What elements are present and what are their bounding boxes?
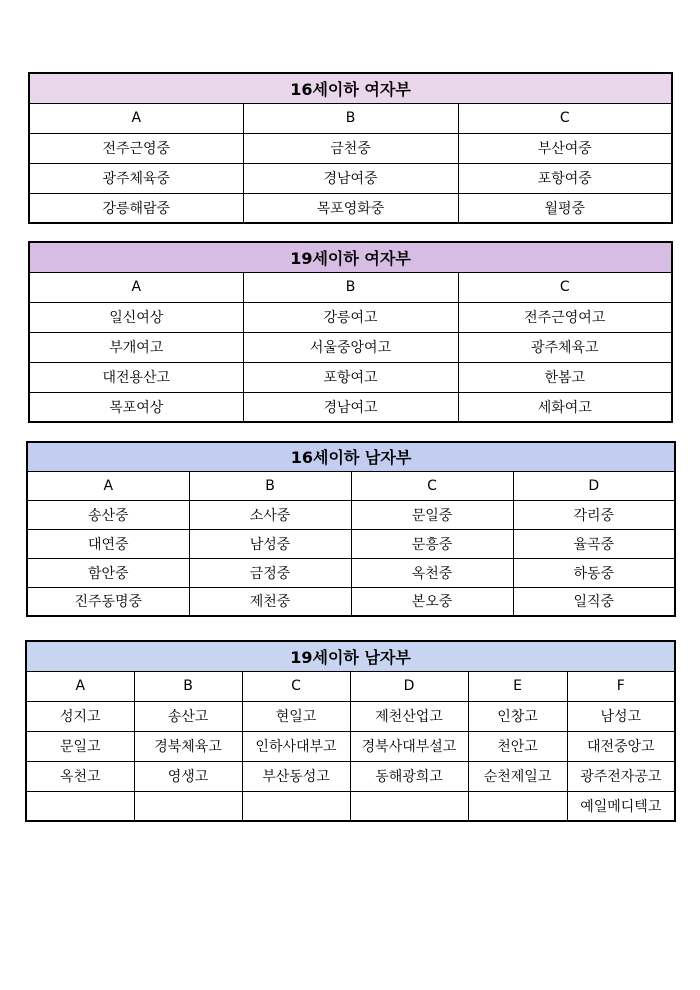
column-header: B (243, 272, 458, 302)
team-cell: 동해광희고 (350, 761, 468, 791)
team-cell: 본오중 (351, 587, 513, 616)
column-header: D (513, 471, 675, 500)
column-header: B (189, 471, 351, 500)
team-cell: 대연중 (27, 529, 189, 558)
table-title-row (29, 73, 672, 103)
column-header: E (468, 671, 567, 701)
team-cell: 포항여중 (458, 163, 672, 193)
column-header: A (29, 272, 243, 302)
column-header: A (26, 671, 134, 701)
team-cell: 소사중 (189, 500, 351, 529)
team-cell: 경북체육고 (134, 731, 242, 761)
table-header-row (29, 272, 672, 302)
table-row (26, 701, 675, 731)
table-title: 19세이하 여자부 (29, 242, 672, 272)
team-cell: 현일고 (242, 701, 350, 731)
team-cell: 대전중앙고 (567, 731, 675, 761)
team-cell: 천안고 (468, 731, 567, 761)
team-cell: 문일중 (351, 500, 513, 529)
team-cell: 목포여상 (29, 392, 243, 422)
column-header: B (134, 671, 242, 701)
team-cell (134, 791, 242, 821)
team-cell: 예일메디텍고 (567, 791, 675, 821)
table-row (29, 193, 672, 223)
team-cell: 송산고 (134, 701, 242, 731)
table-16u-girls (28, 72, 673, 224)
team-cell: 금정중 (189, 558, 351, 587)
table-row (27, 587, 675, 616)
team-cell: 경남여중 (243, 163, 458, 193)
team-cell: 진주동명중 (27, 587, 189, 616)
team-cell: 제천산업고 (350, 701, 468, 731)
team-cell: 영생고 (134, 761, 242, 791)
team-cell: 율곡중 (513, 529, 675, 558)
team-cell (350, 791, 468, 821)
column-header: C (458, 272, 672, 302)
team-cell: 경남여고 (243, 392, 458, 422)
table-19u-girls (28, 241, 673, 423)
table-row (26, 791, 675, 821)
team-cell: 옥천고 (26, 761, 134, 791)
team-cell (242, 791, 350, 821)
team-cell: 순천제일고 (468, 761, 567, 791)
team-cell: 각리중 (513, 500, 675, 529)
team-cell: 광주체육고 (458, 332, 672, 362)
team-cell: 문일고 (26, 731, 134, 761)
table-row (27, 500, 675, 529)
team-cell: 서울중앙여고 (243, 332, 458, 362)
table-title: 16세이하 여자부 (29, 73, 672, 103)
team-cell: 광주전자공고 (567, 761, 675, 791)
table-title-row (26, 641, 675, 671)
table-row (29, 362, 672, 392)
team-cell (468, 791, 567, 821)
table-16u-boys (26, 441, 676, 617)
column-header: C (458, 103, 672, 133)
table-row (29, 163, 672, 193)
team-cell: 함안중 (27, 558, 189, 587)
team-cell: 남성중 (189, 529, 351, 558)
table-row (29, 392, 672, 422)
team-cell: 옥천중 (351, 558, 513, 587)
team-cell: 목포영화중 (243, 193, 458, 223)
column-header: B (243, 103, 458, 133)
team-cell: 문흥중 (351, 529, 513, 558)
table-header-row (26, 671, 675, 701)
team-cell: 부개여고 (29, 332, 243, 362)
team-cell: 광주체육중 (29, 163, 243, 193)
table-header-row (29, 103, 672, 133)
table-header-row (27, 471, 675, 500)
team-cell: 성지고 (26, 701, 134, 731)
team-cell: 일신여상 (29, 302, 243, 332)
team-cell: 세화여고 (458, 392, 672, 422)
team-cell: 전주근영여고 (458, 302, 672, 332)
team-cell: 강릉해람중 (29, 193, 243, 223)
table-title-row (27, 442, 675, 471)
table-row (26, 761, 675, 791)
team-cell (26, 791, 134, 821)
column-header: A (27, 471, 189, 500)
team-cell: 부산동성고 (242, 761, 350, 791)
column-header: C (351, 471, 513, 500)
column-header: D (350, 671, 468, 701)
table-title-row (29, 242, 672, 272)
table-row (27, 529, 675, 558)
team-cell: 하동중 (513, 558, 675, 587)
team-cell: 일직중 (513, 587, 675, 616)
column-header: A (29, 103, 243, 133)
column-header: C (242, 671, 350, 701)
table-row (29, 133, 672, 163)
team-cell: 대전용산고 (29, 362, 243, 392)
table-title: 16세이하 남자부 (27, 442, 675, 471)
table-row (29, 302, 672, 332)
table-row (26, 731, 675, 761)
team-cell: 전주근영중 (29, 133, 243, 163)
team-cell: 부산여중 (458, 133, 672, 163)
team-cell: 포항여고 (243, 362, 458, 392)
team-cell: 남성고 (567, 701, 675, 731)
table-row (27, 558, 675, 587)
team-cell: 강릉여고 (243, 302, 458, 332)
column-header: F (567, 671, 675, 701)
team-cell: 인하사대부고 (242, 731, 350, 761)
team-cell: 제천중 (189, 587, 351, 616)
table-title: 19세이하 남자부 (26, 641, 675, 671)
table-19u-boys (25, 640, 676, 822)
team-cell: 인창고 (468, 701, 567, 731)
team-cell: 송산중 (27, 500, 189, 529)
team-cell: 월평중 (458, 193, 672, 223)
team-cell: 금천중 (243, 133, 458, 163)
table-row (29, 332, 672, 362)
team-cell: 한봄고 (458, 362, 672, 392)
team-cell: 경북사대부설고 (350, 731, 468, 761)
